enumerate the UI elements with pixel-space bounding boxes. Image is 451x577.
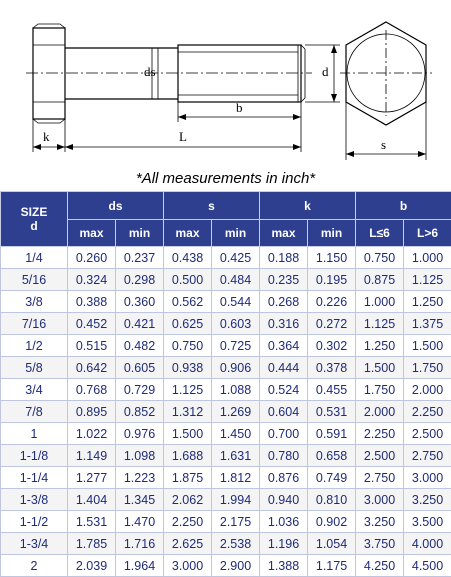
value-cell: 0.940: [260, 489, 308, 511]
sub-header-row: [1, 220, 451, 247]
k-L-dimensions: [33, 119, 301, 152]
value-cell: 0.976: [116, 423, 164, 445]
value-cell: 2.250: [164, 511, 212, 533]
value-cell: 2.538: [212, 533, 260, 555]
ds-label: ds: [144, 64, 156, 79]
value-cell: 0.852: [116, 401, 164, 423]
sub-header: L>6: [404, 220, 451, 247]
group-header-row: [1, 192, 451, 220]
value-cell: 1.964: [116, 555, 164, 577]
value-cell: 1.250: [356, 335, 404, 357]
L-label: L: [179, 129, 187, 144]
value-cell: 0.515: [68, 335, 116, 357]
b-dimension: [178, 100, 301, 122]
d-dimension: [305, 45, 340, 102]
hex-bolt-dimensions-table: [0, 191, 451, 577]
table-row: [1, 357, 451, 379]
value-cell: 0.603: [212, 313, 260, 335]
value-cell: 1.688: [164, 445, 212, 467]
value-cell: 4.250: [356, 555, 404, 577]
sub-header: max: [164, 220, 212, 247]
value-cell: 1.223: [116, 467, 164, 489]
value-cell: 2.500: [356, 445, 404, 467]
table-row: [1, 269, 451, 291]
value-cell: 1.994: [212, 489, 260, 511]
value-cell: 1.088: [212, 379, 260, 401]
value-cell: 2.750: [356, 467, 404, 489]
value-cell: 2.500: [404, 423, 451, 445]
size-cell: 3/4: [1, 379, 68, 401]
measurement-units-caption: *All measurements in inch*: [135, 170, 316, 187]
value-cell: 0.195: [308, 269, 356, 291]
value-cell: 0.484: [212, 269, 260, 291]
value-cell: 0.604: [260, 401, 308, 423]
k-label: k: [43, 129, 50, 144]
value-cell: 0.425: [212, 247, 260, 269]
table-row: [1, 467, 451, 489]
value-cell: 0.780: [260, 445, 308, 467]
value-cell: 0.500: [164, 269, 212, 291]
value-cell: 0.531: [308, 401, 356, 423]
value-cell: 1.054: [308, 533, 356, 555]
value-cell: 0.378: [308, 357, 356, 379]
size-cell: 1-3/8: [1, 489, 68, 511]
table-row: [1, 489, 451, 511]
value-cell: 0.438: [164, 247, 212, 269]
size-cell: 1-1/4: [1, 467, 68, 489]
size-cell: 5/8: [1, 357, 68, 379]
table-row: [1, 401, 451, 423]
value-cell: 0.524: [260, 379, 308, 401]
b-header: b: [356, 192, 451, 220]
value-cell: 1.250: [404, 291, 451, 313]
sub-header: min: [116, 220, 164, 247]
value-cell: 0.260: [68, 247, 116, 269]
value-cell: 1.875: [164, 467, 212, 489]
value-cell: 1.175: [308, 555, 356, 577]
value-cell: 0.188: [260, 247, 308, 269]
table-body: [1, 247, 451, 577]
value-cell: 1.098: [116, 445, 164, 467]
value-cell: 1.022: [68, 423, 116, 445]
value-cell: 0.272: [308, 313, 356, 335]
value-cell: 1.375: [404, 313, 451, 335]
size-cell: 1: [1, 423, 68, 445]
size-cell: 2: [1, 555, 68, 577]
table-row: [1, 335, 451, 357]
value-cell: 4.000: [404, 533, 451, 555]
value-cell: 0.700: [260, 423, 308, 445]
value-cell: 2.000: [356, 401, 404, 423]
value-cell: 1.196: [260, 533, 308, 555]
b-label: b: [236, 100, 243, 115]
table-row: [1, 423, 451, 445]
k-header: k: [260, 192, 356, 220]
value-cell: 0.810: [308, 489, 356, 511]
size-header: SIZE d: [1, 192, 68, 247]
value-cell: 1.149: [68, 445, 116, 467]
value-cell: 0.562: [164, 291, 212, 313]
s-header: s: [164, 192, 260, 220]
ds-dimension: [144, 48, 158, 99]
value-cell: 1.269: [212, 401, 260, 423]
value-cell: 0.268: [260, 291, 308, 313]
value-cell: 2.750: [404, 445, 451, 467]
value-cell: 1.277: [68, 467, 116, 489]
value-cell: 3.000: [356, 489, 404, 511]
value-cell: 1.125: [404, 269, 451, 291]
value-cell: 2.250: [404, 401, 451, 423]
value-cell: 1.500: [404, 335, 451, 357]
bolt-shank: [26, 45, 312, 102]
value-cell: 0.750: [356, 247, 404, 269]
value-cell: 1.388: [260, 555, 308, 577]
value-cell: 1.125: [356, 313, 404, 335]
value-cell: 0.544: [212, 291, 260, 313]
value-cell: 1.000: [356, 291, 404, 313]
value-cell: 0.298: [116, 269, 164, 291]
value-cell: 1.404: [68, 489, 116, 511]
value-cell: 3.250: [404, 489, 451, 511]
value-cell: 1.345: [116, 489, 164, 511]
value-cell: 2.000: [404, 379, 451, 401]
value-cell: 3.500: [404, 511, 451, 533]
value-cell: 1.631: [212, 445, 260, 467]
value-cell: 1.000: [404, 247, 451, 269]
table-row: [1, 379, 451, 401]
value-cell: 0.444: [260, 357, 308, 379]
value-cell: 0.902: [308, 511, 356, 533]
value-cell: 0.237: [116, 247, 164, 269]
size-cell: 5/16: [1, 269, 68, 291]
hex-bolt-drawing: [0, 0, 451, 166]
table-row: [1, 555, 451, 577]
value-cell: 0.750: [164, 335, 212, 357]
value-cell: 1.312: [164, 401, 212, 423]
table-row: [1, 511, 451, 533]
value-cell: 0.316: [260, 313, 308, 335]
value-cell: 2.900: [212, 555, 260, 577]
value-cell: 1.125: [164, 379, 212, 401]
sub-header: L≤6: [356, 220, 404, 247]
value-cell: 0.642: [68, 357, 116, 379]
value-cell: 2.039: [68, 555, 116, 577]
value-cell: 0.360: [116, 291, 164, 313]
table-row: [1, 291, 451, 313]
value-cell: 0.729: [116, 379, 164, 401]
value-cell: 1.470: [116, 511, 164, 533]
s-label: s: [381, 137, 387, 152]
size-cell: 1-1/2: [1, 511, 68, 533]
value-cell: 0.895: [68, 401, 116, 423]
value-cell: 0.452: [68, 313, 116, 335]
size-cell: 1-3/4: [1, 533, 68, 555]
value-cell: 1.531: [68, 511, 116, 533]
value-cell: 2.625: [164, 533, 212, 555]
value-cell: 0.725: [212, 335, 260, 357]
value-cell: 0.768: [68, 379, 116, 401]
bolt-head-side-view: [33, 24, 65, 123]
value-cell: 0.388: [68, 291, 116, 313]
value-cell: 1.716: [116, 533, 164, 555]
value-cell: 0.226: [308, 291, 356, 313]
value-cell: 2.062: [164, 489, 212, 511]
value-cell: 0.591: [308, 423, 356, 445]
value-cell: 0.605: [116, 357, 164, 379]
table-row: [1, 247, 451, 269]
value-cell: 3.750: [356, 533, 404, 555]
value-cell: 0.421: [116, 313, 164, 335]
value-cell: 1.150: [308, 247, 356, 269]
value-cell: 2.250: [356, 423, 404, 445]
value-cell: 1.750: [356, 379, 404, 401]
value-cell: 0.455: [308, 379, 356, 401]
table-row: [1, 313, 451, 335]
value-cell: 0.938: [164, 357, 212, 379]
value-cell: 1.812: [212, 467, 260, 489]
table-row: [1, 445, 451, 467]
value-cell: 1.750: [404, 357, 451, 379]
value-cell: 0.364: [260, 335, 308, 357]
size-cell: 7/16: [1, 313, 68, 335]
value-cell: 1.785: [68, 533, 116, 555]
value-cell: 1.450: [212, 423, 260, 445]
sub-header: max: [260, 220, 308, 247]
value-cell: 0.876: [260, 467, 308, 489]
ds-header: ds: [68, 192, 164, 220]
value-cell: 3.000: [404, 467, 451, 489]
value-cell: 0.906: [212, 357, 260, 379]
value-cell: 2.175: [212, 511, 260, 533]
value-cell: 0.324: [68, 269, 116, 291]
sub-header: min: [308, 220, 356, 247]
table-row: [1, 533, 451, 555]
size-cell: 1/2: [1, 335, 68, 357]
value-cell: 0.482: [116, 335, 164, 357]
value-cell: 3.000: [164, 555, 212, 577]
bolt-head-end-view: [340, 22, 432, 160]
value-cell: 0.875: [356, 269, 404, 291]
size-cell: 1-1/8: [1, 445, 68, 467]
size-cell: 1/4: [1, 247, 68, 269]
value-cell: 1.036: [260, 511, 308, 533]
value-cell: 0.302: [308, 335, 356, 357]
value-cell: 0.235: [260, 269, 308, 291]
value-cell: 1.500: [356, 357, 404, 379]
sub-header: max: [68, 220, 116, 247]
value-cell: 0.658: [308, 445, 356, 467]
value-cell: 0.749: [308, 467, 356, 489]
value-cell: 4.500: [404, 555, 451, 577]
value-cell: 1.500: [164, 423, 212, 445]
value-cell: 3.250: [356, 511, 404, 533]
size-cell: 7/8: [1, 401, 68, 423]
sub-header: min: [212, 220, 260, 247]
d-label: d: [322, 64, 329, 79]
value-cell: 0.625: [164, 313, 212, 335]
size-cell: 3/8: [1, 291, 68, 313]
